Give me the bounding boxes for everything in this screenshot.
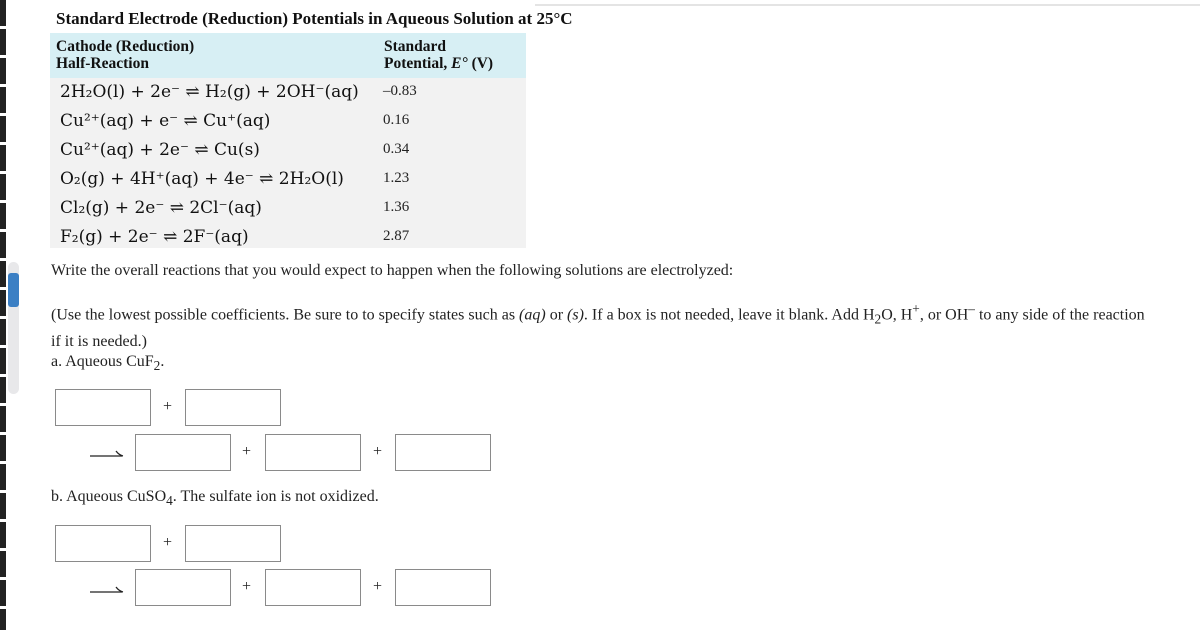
table-row bbox=[50, 107, 526, 136]
part-a-product-3-input[interactable] bbox=[395, 434, 491, 471]
potential-value: –0.83 bbox=[383, 83, 417, 99]
reaction-arrow-icon bbox=[90, 583, 124, 597]
half-reaction: O₂(g) + 4H⁺(aq) + 4e⁻ ⇌ 2H₂O(l) bbox=[60, 169, 344, 189]
reaction-arrow-icon bbox=[90, 447, 124, 461]
potentials-table bbox=[50, 33, 526, 248]
scrollbar-thumb[interactable] bbox=[8, 273, 19, 307]
potential-value: 2.87 bbox=[383, 228, 410, 244]
part-b-product-2-input[interactable] bbox=[265, 569, 361, 606]
table-body bbox=[50, 78, 526, 248]
table-row bbox=[50, 165, 526, 194]
part-a-reactant-1-input[interactable] bbox=[55, 389, 151, 426]
potential-value: 0.34 bbox=[383, 141, 410, 157]
half-reaction: Cl₂(g) + 2e⁻ ⇌ 2Cl⁻(aq) bbox=[60, 198, 262, 218]
header-half-reaction: Cathode (Reduction) Half-Reaction bbox=[56, 38, 195, 72]
table-row bbox=[50, 194, 526, 223]
header-standard-potential: Standard Potential, E° (V) bbox=[384, 38, 494, 72]
instructions-note: (Use the lowest possible coefficients. Be sure to to specify states such as (aq) or (s). If a box is not needed, leave it blank. Add $H_2O$, H+, or OH– to any side of the reaction if it is needed.) bbox=[51, 301, 1145, 350]
part-a-reactant-2-input[interactable] bbox=[185, 389, 281, 426]
half-reaction: F₂(g) + 2e⁻ ⇌ 2F⁻(aq) bbox=[60, 227, 249, 247]
top-divider bbox=[535, 4, 1200, 6]
part-a-label: a. Aqueous CuF$_2$. bbox=[51, 353, 165, 374]
plus-sign: + bbox=[373, 443, 383, 460]
part-a-product-2-input[interactable] bbox=[265, 434, 361, 471]
left-border bbox=[0, 0, 6, 630]
question-prompt: Write the overall reactions that you would expect to happen when the following solutions are electrolyzed: bbox=[51, 262, 734, 279]
part-b-product-1-input[interactable] bbox=[135, 569, 231, 606]
table-row bbox=[50, 223, 526, 252]
part-b-reactant-1-input[interactable] bbox=[55, 525, 151, 562]
plus-sign: + bbox=[163, 534, 173, 551]
table-title: Standard Electrode (Reduction) Potentials in Aqueous Solution at 25°C bbox=[56, 9, 573, 28]
plus-sign: + bbox=[242, 578, 252, 595]
part-b-product-3-input[interactable] bbox=[395, 569, 491, 606]
table-row bbox=[50, 136, 526, 165]
plus-sign: + bbox=[373, 578, 383, 595]
potential-value: 1.36 bbox=[383, 199, 410, 215]
plus-sign: + bbox=[242, 443, 252, 460]
plus-sign: + bbox=[163, 398, 173, 415]
table-header bbox=[50, 33, 526, 78]
potential-value: 0.16 bbox=[383, 112, 410, 128]
table-row bbox=[50, 78, 526, 107]
half-reaction: Cu²⁺(aq) + 2e⁻ ⇌ Cu(s) bbox=[60, 140, 260, 160]
half-reaction: Cu²⁺(aq) + e⁻ ⇌ Cu⁺(aq) bbox=[60, 111, 271, 131]
half-reaction: 2H₂O(l) + 2e⁻ ⇌ H₂(g) + 2OH⁻(aq) bbox=[60, 82, 359, 102]
part-b-reactant-2-input[interactable] bbox=[185, 525, 281, 562]
part-b-label: b. Aqueous CuSO$_4$. The sulfate ion is not oxidized. bbox=[51, 488, 379, 509]
part-a-product-1-input[interactable] bbox=[135, 434, 231, 471]
potential-value: 1.23 bbox=[383, 170, 410, 186]
